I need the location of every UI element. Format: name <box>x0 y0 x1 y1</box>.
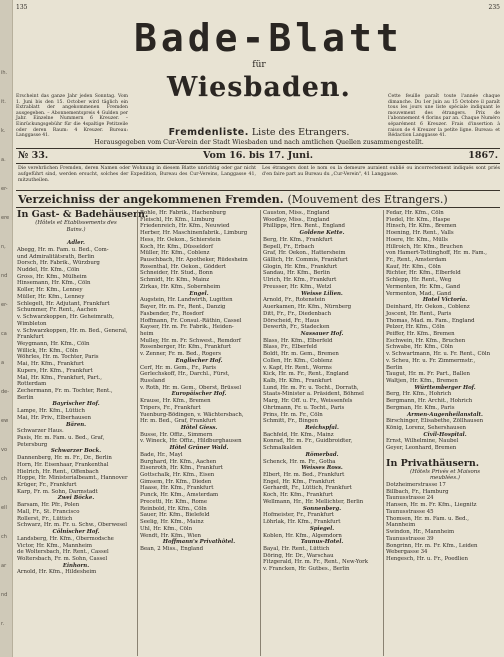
guest-entry: Koch, Hr. Kfm., Düsseldorf <box>140 243 213 250</box>
hotel-heading: Zwei Böcke. <box>57 495 95 502</box>
guest-entry: Fedar, Hr. Kfm., Cöln <box>386 210 444 216</box>
category-subheading: Bains.) <box>66 226 86 233</box>
guest-entry: Döring, Hr. Dr., Warschau <box>263 552 334 559</box>
guest-entry: Schlepp, Hr. Rent., Weg <box>386 277 452 284</box>
guest-entry: Haase, Hr. Kfm., Frankfurt <box>140 485 214 492</box>
guest-entry: Busse, Hr. Offiz., Simmern <box>140 431 213 438</box>
guest-entry: Waltjen, Hr. Kfm., Bremen <box>386 377 458 384</box>
guest-entry: Müller, Hr. Kfm., Lenney <box>17 293 85 300</box>
hotel-heading: Goldene Kette. <box>299 230 345 237</box>
guest-entry: Hoppe, Hr. Ministerialbeamt., Hannover <box>17 475 128 482</box>
guest-entry: Koch, Hr. Kfm., Frankfurt <box>263 492 333 499</box>
masthead-city: Wiesbaden. <box>167 72 351 103</box>
guest-entry: Wimbleton <box>17 320 47 327</box>
adjacent-page-fragment: ih. <box>1 70 8 76</box>
guest-entry: Bean, 2 Miss., England <box>140 545 204 552</box>
adjacent-page-fragment: ch <box>1 476 7 482</box>
guest-entry: Rosenberger, Hr. Kfm., Frankfurt <box>140 344 231 351</box>
adjacent-page-fragment: r. <box>1 621 5 627</box>
guest-entry: Richter, Hr. Kfm., Elberfeld <box>386 270 461 277</box>
guest-entry: Bade, Hr., Mayl <box>140 451 183 458</box>
hotel-heading: Adler. <box>67 240 85 247</box>
guest-entry: Peiffer, Hr. Kfm., Bremen <box>386 330 455 337</box>
guest-entry: Bohle, Hr. Fabrik., Hachenburg <box>140 210 226 216</box>
guest-entry: Arnold, Hr. Kfm., Hildesheim <box>17 569 97 576</box>
guest-entry: Russland <box>140 377 165 384</box>
guest-entry: Willick, Hr. Kfm., Cöln <box>17 347 79 354</box>
guest-entry: Mai, Hr. Priv., Elberhausen <box>17 414 91 421</box>
guest-entry: Dörscheid, Fr., Haus <box>263 317 320 324</box>
guest-entry: Mal, Hr. Kfm., Frankfurt, Part., <box>17 374 102 381</box>
guest-entry: Ohrtmann, Fr. u. Tocht., Paris <box>263 404 345 411</box>
guest-entry: Lampe, Hr. Kfm., Lüttich <box>17 408 85 415</box>
hotel-heading: Württemberger Hof. <box>414 384 476 391</box>
guest-entry: Graf, Hr. Oekon., Hattersheim <box>263 250 346 257</box>
guest-entry: Swindon, Hr., Mannheim <box>386 529 455 536</box>
adjacent-page-fragment: n, <box>1 244 6 250</box>
guest-entry: von Hamert-Tottinghoff, Hr. m. Fam., <box>386 250 488 257</box>
guest-entry: Marg, Hr. Off. u. Fr., Weissenfels <box>263 398 353 405</box>
hotel-heading: Weisses Ross. <box>301 465 343 472</box>
guest-entry: Gällich, Hr. Commis, Frankfurt <box>263 257 348 264</box>
guest-entry: Kupers, Hr. Kfm., Frankfurt <box>17 367 93 374</box>
publisher-line: Herausgegeben vom Cur-Verein der Stadt Wiesbaden und nach amtlichen Quellen zusammengestellt. <box>94 138 424 146</box>
guest-entry: v. Roth, Hr. m. Gem., Oberst, Brüssel <box>140 384 242 391</box>
guest-entry: Bayer, Hr. m. Fr., Rent., Danzig <box>140 304 226 311</box>
guest-entry: Dannenberg, Hr. m. Fr., Dr., Berlin <box>17 455 112 462</box>
guest-entry: v. Schwartmann, Hr. u. Fr. Rent., Cöln <box>386 351 491 358</box>
guest-entry: Bergmann, Hr. Archit., Hohrich <box>386 398 473 405</box>
guest-entry: Augstein, Hr. Landwirth, Lugitten <box>140 297 233 304</box>
hotel-heading: Europäischer Hof. <box>171 391 227 398</box>
guest-entry: Mai, Hr. Kfm., Frankfurt <box>17 361 84 368</box>
guest-entry: Hillroich, Hr. Kfm., Bruchen <box>386 243 463 250</box>
adjacent-page-fragment: er- <box>1 302 8 308</box>
issue-year: 1867. <box>468 150 498 161</box>
guest-entry: Engel, Hr. Kfm., Frankfurt <box>263 478 336 485</box>
guest-entry: Reinbold, Hr. Kfm., Cöln <box>140 505 207 512</box>
category-heading: In Gast- & Badehäusern. <box>17 209 149 220</box>
hotel-heading: Taunus-Hotel. <box>300 539 344 546</box>
hotel-heading: Schwarzer Bock. <box>50 448 102 455</box>
guest-entry: Ulrich, Hr. Kfm., Frankfurt <box>263 277 337 284</box>
list-title-german: Fremdenliste. <box>168 127 249 138</box>
guest-entry: Hinsch, Hr. Kfm., Bremen <box>386 223 457 230</box>
subscription-info-french: Cette feuille paraît toute l'année chaque dimanche. Du 1er juin au 15 Octobre il paraît tous les jours une liste spéciale indiquant le mouvement des étrangers. Prix de l'abonnement 4 florins par an. Chaque Numéro séparément 6 Kreuzer. Frais d'insertion à raison de 4 Kreuzer la petite ligne. Bureau: et Rédaction Langgasse 41. <box>388 94 500 139</box>
guest-entry: Schummer, Fr. Rent., Aachen <box>17 307 97 314</box>
guest-entry: Elbert, Hr. m. Bed., Frankfurt <box>263 472 345 479</box>
guest-entry: Fasbender, Fr., Rosdorf <box>140 310 204 317</box>
guest-entry: Yuenburg-Bödingen, v. Wächtersbach, <box>140 411 244 418</box>
guest-entry: Horn, Hr. Eisenhaar, Frankenthal <box>17 461 109 468</box>
adjacent-page-fragment: a. <box>1 157 6 163</box>
guest-entry: Wendt, Hr. Kfm., Wien <box>140 532 202 539</box>
masthead-title: Bade-Blatt <box>134 16 403 60</box>
hotel-heading: Nassauer Hof. <box>300 330 344 337</box>
adjacent-page-fragment: ere <box>1 215 10 221</box>
guest-entry: Precetti, Hr. Kfm., Rome <box>140 498 208 505</box>
guest-entry: Pelzer, Hr. Kfm., Cöln <box>386 324 445 331</box>
section-heading <box>18 193 498 206</box>
issue-number: № 33. <box>18 150 49 161</box>
guest-entry: Ernst, Wilhelmine, Naubel <box>386 438 459 445</box>
bade-blatt-sheet <box>14 0 502 657</box>
guest-entry: Wellmann, Hr., Hr. Mellichter, Berlin <box>263 498 364 505</box>
hotel-heading: Spiegel. <box>309 525 335 532</box>
guest-entry: Schwarz, Hr. m. Fr. u. Schw., Oberwesel <box>17 522 127 529</box>
guest-entry: Staats-Minister a. Präsident, Böhmel <box>263 391 364 398</box>
category-subheading: (Hôtels Privés et Maisons <box>409 468 481 475</box>
guest-column-1 <box>17 209 149 656</box>
category-subheading: (Hôtels et Etablissements des <box>35 220 117 226</box>
guest-entry: Herber, Hr. Maschinenfabrik., Limburg <box>140 230 248 237</box>
hotel-heading: Engel. <box>189 290 209 297</box>
guest-entry: Fiedel, Hr. Kfm., Haspe <box>386 216 451 223</box>
hotel-heading: Hoffmann's Privathôtel. <box>162 539 236 546</box>
adjacent-page-fragment: vo <box>1 447 8 453</box>
guest-entry: Nuddel, Hr. Kfm., Cöln <box>17 267 80 274</box>
guest-entry: Hansen, Hr. m. Fr. Kfm., Liegnitz <box>386 502 477 509</box>
guest-entry: Blass, Hr. Kfm., Elberfeld <box>263 337 333 344</box>
guest-entry: Rotterdam <box>17 381 47 388</box>
hotel-heading: Civil-Hospital. <box>423 431 467 438</box>
guest-entry: Taunusstrasse 24 <box>386 495 434 502</box>
guest-entry: Hess, Hr. Oekon., Schierstein <box>140 236 221 243</box>
masthead-fuer: für <box>252 60 266 70</box>
notice-french: Les étrangers dont le nom ou la demeure auraient oublié ou incorrectement indiqués sont priés d'en faire part au Bureau du „Cur-Verein", 41 Langgasse. <box>262 166 500 177</box>
guest-entry: Bayal, Hr. Rent., Lüttich <box>263 545 330 552</box>
column-divider <box>137 210 138 656</box>
guest-entry: Schwarzer Haus. <box>17 428 64 435</box>
guest-entry: Pasis, Hr. m. Fam. u. Bed., Graf, <box>17 435 105 441</box>
guest-entry: Petersburg <box>17 441 48 448</box>
adjacent-page-fragment: a <box>1 360 5 366</box>
guest-entry: Arnold, Fr., Rotenstein <box>263 297 326 304</box>
guest-entry: Landsberg, Hr. Kfm., Obermodsche <box>17 535 114 542</box>
subscription-info-german: Erscheint das ganze Jahr jeden Sonntag. Vom 1. Juni bis den 15. October wird täglich ein Extrablatt der angekommenen Fremden ausgegeben. – Abonnementspreis 4 Gulden per Jahr. Einzelne Nummern 6 Kreuzer. – Einrückungsgebühr für die 4spaltige Petitzeile oder deren Raum: 4 Kreuzer. Bureau: Langgasse 41. <box>16 94 128 139</box>
rule-notice <box>16 190 500 191</box>
adjacent-page-fragment: nd <box>1 273 8 279</box>
guest-entry: Hoere, Hr. Kfm., Mülls <box>386 236 448 243</box>
guest-entry: Seelig, Hr. Kfm., Mainz <box>140 519 204 526</box>
hotel-heading: Cölnischer Hof. <box>52 529 100 536</box>
guest-entry: Krause, Hr. Kfm., Bremen <box>140 398 211 405</box>
guest-entry: Ditt, Fr., Fr., Diedenbach <box>263 310 332 317</box>
guest-entry: Phillipps, Hrn. Rent., England <box>263 223 346 230</box>
guest-entry: Fr., Rent., Amsterdam <box>386 257 447 264</box>
guest-entry: Berg, Hr. Kfm., Hohrich <box>386 391 452 398</box>
adjacent-page-fragment: it. <box>1 99 6 105</box>
guest-entry: Lund, Hr. m. Fr. u. Tocht., Dorrath, <box>263 384 359 391</box>
guest-entry: Rosenthal, Hr. Oekon., Göddert <box>140 263 226 270</box>
guest-entry: Berlin <box>17 394 34 401</box>
guest-entry: Müller, Hr. Kfm., Coblenz <box>140 250 210 257</box>
guest-entry: Woodley, Miss., England <box>263 216 330 223</box>
guest-entry: Causton, Miss., England <box>263 210 330 216</box>
guest-entry: König, Lorenz, Sehershausen <box>386 425 467 431</box>
guest-entry: Kauf, Hr. Kfm., Cöln <box>386 263 441 270</box>
guest-entry: Dorsch, Hr. Fabrik., Würzburg <box>17 260 100 267</box>
guest-entry: Deinhard, Hr. Oekon., Coblenz <box>386 304 470 311</box>
guest-entry: Dewerth, Fr., Stadecken <box>263 324 330 331</box>
guest-entry: Hr. m. Bed., Graf, Frankfurt <box>140 418 217 425</box>
guest-entry: heim <box>140 330 154 337</box>
guest-entry: Friedenreich, Hr. Kfm., Neuwied <box>140 223 230 230</box>
guest-entry: Taunusstrasse 45 <box>386 508 434 515</box>
guest-entry: Sauer, Hr. Kfm., Bielefeld <box>140 512 210 519</box>
guest-entry: Taunusstrasse 39 <box>386 535 434 542</box>
guest-entry: Boldt, Hr. m. Gem., Bremen <box>263 351 339 358</box>
section-heading-main: Verzeichniss der angekommenen Fremden. <box>18 193 284 206</box>
hotel-heading: Reichspfal. <box>305 425 339 431</box>
guest-entry: v. Kapf, Hr. Rent., Worms <box>263 364 332 371</box>
guest-entry: Fitzgerald, Hr. m. Fr., Rent., New-York <box>263 559 368 566</box>
guest-entry: Hielrich, Hr. Rent., Offenbach <box>17 468 99 475</box>
guest-entry: Abegg, Hr. m. Fam. u. Bed., Com- <box>17 246 109 253</box>
adjacent-page-fragment: ell <box>1 505 7 511</box>
hotel-heading: Hotel Victoria. <box>422 297 468 304</box>
guest-entry: Hoening, Hr. Rent., Valls <box>386 230 454 237</box>
guest-entry: Mall, Fr., St. Francisco <box>17 508 80 515</box>
guest-entry: Gottschalk, Hr. Kfm., Eisen <box>140 472 215 479</box>
adjacent-page-fragment: ew <box>1 418 9 424</box>
guest-column-4 <box>386 210 504 656</box>
guest-entry: Thomsen, Hr. m. Fam. u. Bed., <box>386 515 469 522</box>
guest-entry: Wöhrles, Hr. m. Tochter, Paris <box>17 354 99 361</box>
guest-entry: Tripers, Fr., Frankfurt <box>140 404 201 411</box>
guest-entry: Auerkamen, Hr. Kfm., Nürnberg <box>263 304 352 311</box>
hotel-heading: Armen-Augenheilanstalt. <box>407 411 483 418</box>
page-corner-mark-right: 235 <box>488 4 500 11</box>
guest-entry: Hoffmann, Fr. Consul.-Räthin, Cassel <box>140 317 242 324</box>
adjacent-page-fragment: de- <box>1 389 10 395</box>
guest-entry: Birschinger, Elisabethe, Zöllhausen <box>386 418 484 425</box>
guest-entry: Punck, Hr. Kfm., Amsterdam <box>140 492 219 499</box>
guest-entry: Schwabe, Hr. Kfm., Cöln <box>386 344 454 351</box>
guest-entry: Fleischl, Hr. Kfm., Limburg <box>140 216 215 223</box>
guest-entry: Kayser, Hr. m. Fr. Fabrik., Heiden- <box>140 324 234 331</box>
guest-entry: Cerf, Hr. m. Gem., Fr., Paris <box>140 364 217 371</box>
guest-entry: Preusser, Hr. Kfm., Wetzl <box>263 283 332 290</box>
rule-top <box>16 148 500 149</box>
guest-entry: Frankfurt <box>17 334 44 341</box>
guest-entry: Schneider, Hr. Stud., Bonn <box>140 270 213 277</box>
guest-entry: Hinsemann, Hr. Kfm., Cöln <box>17 280 91 287</box>
hotel-heading: Englischer Hof. <box>175 357 223 364</box>
masthead <box>134 16 403 103</box>
list-title <box>18 127 500 138</box>
guest-column-2 <box>140 210 258 656</box>
hotel-heading: Einhorn. <box>62 562 90 569</box>
guest-entry: Woltersbach, Fr. m. Sohn, Cassel <box>17 555 108 562</box>
guest-entry: Bergman, Hr. Kfm., Paris <box>386 404 455 411</box>
guest-entry: Gross, Hr. Kfm., Mülheim <box>17 273 87 280</box>
guest-entry: Schmalkalden <box>263 445 302 452</box>
guest-entry: Blass, Fr., Elberfeld <box>263 344 317 351</box>
guest-entry: Koller, Hr. Kfm., Lenney <box>17 287 83 294</box>
hotel-heading: Weisse Lilien. <box>301 290 343 297</box>
guest-entry: Hengesch, Hr. u. Fr., Poedlien <box>386 555 468 562</box>
guest-entry: v. Scheu, Hr. u. Fr. Zimmermstr., <box>386 357 476 364</box>
guest-entry: Webergasse 34 <box>386 549 428 556</box>
guest-entry: Schlegelt, Hr. Adjutant, Frankfurt <box>17 300 110 307</box>
column-divider <box>260 210 261 656</box>
guest-entry: Gimsem, Hr. Kfm., Dieden <box>140 478 212 485</box>
page-corner-mark-left: 135 <box>16 4 28 11</box>
guest-entry: Pauschbach, Hr. Apotheker, Rüdesheim <box>140 257 248 264</box>
guest-entry: Koblen, Hr. Kfm., Algemdorn <box>263 532 342 539</box>
hotel-heading: Sonnenberg. <box>302 505 342 512</box>
guest-entry: Eschwein, Hr. Kfm., Bruchen <box>386 337 466 344</box>
adjacent-page-edge <box>0 0 13 657</box>
hotel-heading: Römerbad. <box>305 451 339 458</box>
adjacent-page-fragment: ca <box>1 331 7 337</box>
guest-entry: Zechermann, Fr. m. Tochter, Rent., <box>17 387 113 394</box>
category-heading: In Privathäusern. <box>386 457 480 469</box>
guest-entry: de Woltersbach, Hr. Rent., Cassel <box>17 549 109 556</box>
guest-entry: Weygmann, Hr. Kfm., Cöln <box>17 340 90 347</box>
guest-entry: v. Wineck, Hr. Offiz., Hildburghausen <box>140 438 242 445</box>
guest-entry: Kick, Hr. m. Fr., Rent., England <box>263 371 349 378</box>
hotel-heading: Bayrischer Hof. <box>52 401 100 408</box>
adjacent-page-fragment: ar <box>1 563 7 569</box>
notice-german: Die verehrlichen Fremden, deren Namen oder Wohnung in diesem Blatte unrichtig oder gar nicht aufgeführt sind, werden ersucht, solches der Expedition, Bureau des Cur-Vereins, Langgasse 41, mitzutheilen. <box>18 166 256 183</box>
guest-entry: Taugut, Hr. m. Fr. Part., Ballen <box>386 371 470 378</box>
rule-heading <box>16 207 500 208</box>
guest-entry <box>17 233 135 240</box>
issue-dates: Vom 16. bis 17. Juni. <box>203 150 313 161</box>
guest-entry: Geyer, Leonhard, Bremen <box>386 445 457 452</box>
adjacent-page-fragment: ch <box>1 534 7 540</box>
guest-entry: Schmidt, Hr. Kfm., Mainz <box>140 277 210 284</box>
category-subheading: meublées.) <box>430 475 460 482</box>
guest-entry: Glogin, Hr. Kfm., Frankfurt <box>263 263 338 270</box>
guest-entry: Bongrinn, Hr. m. Fr. Kfm., Leiden <box>386 542 478 549</box>
guest-entry: Berlin <box>386 364 403 371</box>
guest-entry: Kalb, Hr. Kfm., Frankfurt <box>263 377 332 384</box>
guest-entry: v. Francken, Hr. Gutbes., Berlin <box>263 566 350 573</box>
adjacent-page-fragment: er- <box>1 186 8 192</box>
guest-entry: Victor, Hr. Kfm., Mannheim <box>17 542 92 549</box>
guest-entry: Billbach, Fr., Hamburg <box>386 488 449 495</box>
guest-entry: Vermenton, Mad., Gand <box>386 290 452 297</box>
guest-entry: Schenck, Hr. m. Fr., Gotha <box>263 458 336 465</box>
hotel-heading: Bären. <box>65 421 87 428</box>
list-title-french: Liste des Etrangers. <box>251 127 350 138</box>
guest-entry: Schmitt, Fr., Bingen <box>263 418 318 425</box>
guest-entry: Dotzheimerstrasse 17 <box>386 482 446 489</box>
guest-entry: Barsam, Hr. Pfr., Polen <box>17 502 80 509</box>
guest-entry: Prins, Hr. m. Fr., Cöln <box>263 411 323 418</box>
guest-entry: Mulley, Hr. m. Fr. Schwest., Remdorf <box>140 337 241 344</box>
guest-entry: Löhrlak, Hr. Kfm., Frankfurt <box>263 519 341 526</box>
guest-entry: Berg, Hr. Kfm., Frankfurt <box>263 236 333 243</box>
guest-entry: Joscent, Hr. Rent., Paris <box>386 310 452 317</box>
section-heading-sub: (Mouvement des Etrangers.) <box>287 193 448 206</box>
guest-column-3 <box>263 210 381 656</box>
rule-bottom <box>16 163 500 164</box>
adjacent-page-fragment: k. <box>1 128 6 134</box>
guest-entry: Collen, Hr. Kfm., Coblenz <box>263 357 333 364</box>
guest-entry: v. Zenner, Fr. m. Bed., Rogers <box>140 351 222 358</box>
guest-entry: Mannheim <box>386 522 416 529</box>
guest-entry: Thomas, Mad. m. Fam., England <box>386 317 475 324</box>
guest-entry: Rollerst, Fr., Lüttich <box>17 515 73 522</box>
guest-entry: und Admiralitätsrath, Berlin <box>17 253 95 260</box>
guest-entry: Hofmeister, Fr., Frankfurt <box>263 512 334 519</box>
guest-entry: Gerhardt, Fr., Lüttich, Frankfurt <box>263 485 352 492</box>
adjacent-page-fragment: nd <box>1 592 8 598</box>
issue-line <box>18 150 498 162</box>
hotel-heading: Hôtel Giess. <box>180 425 218 431</box>
guest-entry: Karp, Fr. m. Sohn, Darmstadt <box>17 488 98 495</box>
guest-entry: Burghard, Hr. Kfm., Aachen <box>140 458 217 465</box>
guest-entry: v. Schwarzkoppen, Hr. Geheimrath, <box>17 314 115 321</box>
guest-entry: Konrad, Hr. m. Fr., Guidbroidter, <box>263 438 353 445</box>
guest-entry: Gerlechskoff, Hr., Darchl., Fürst, <box>140 371 230 378</box>
hotel-heading: Hôtel Grüner Wald. <box>169 445 229 452</box>
guest-entry: Eisenroth, Hr. Kfm., Frankfurt <box>140 465 223 472</box>
guest-entry: Zirkas, Hr. Kfm., Sobernheim <box>140 283 221 290</box>
column-divider <box>383 210 384 656</box>
guest-entry: Uhl, Hr. Kfm., Cöln <box>140 525 193 532</box>
guest-entry: Krüger, Fr., Frankfurt <box>17 482 77 489</box>
guest-entry: v. Schwarzkoppen, Hr. m. Bed., General, <box>17 327 128 334</box>
guest-entry: Bachfeld, Hr. Kfm., Mainz <box>263 431 334 438</box>
guest-entry: Bepell, Fr., Erbach <box>263 243 315 250</box>
guest-entry: Sandau, Hr. Kfm., Berlin <box>263 270 330 277</box>
guest-entry: Vermenten, Hr. Kfm., Gand <box>386 283 461 290</box>
